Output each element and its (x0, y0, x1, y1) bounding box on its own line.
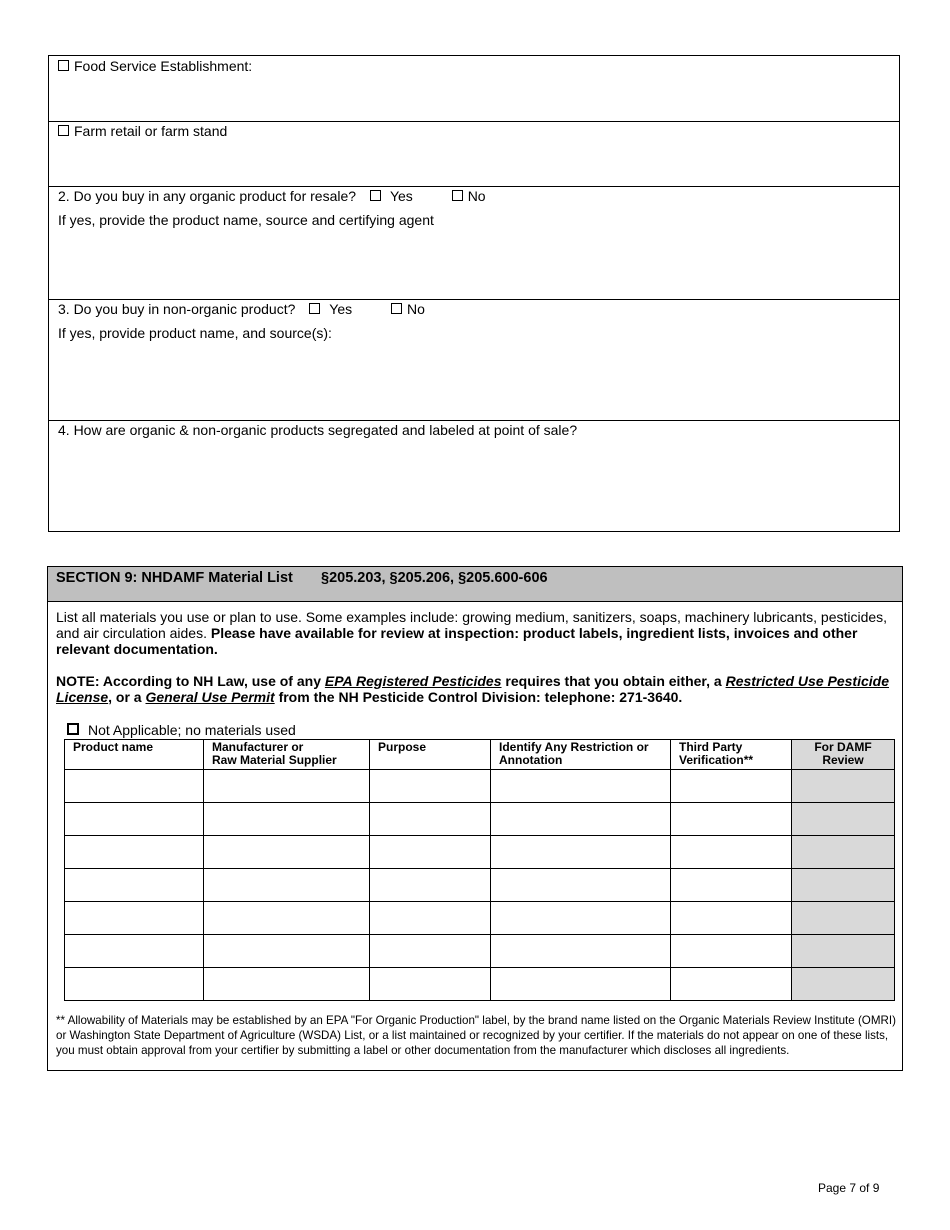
question-3-follow-up: If yes, provide product name, and source(s): (58, 325, 332, 341)
cell-restriction[interactable] (491, 902, 671, 935)
header-third-party: Third Party Verification** (671, 740, 792, 770)
section-9-title: SECTION 9: NHDAMF Material List (56, 570, 293, 586)
not-applicable-label: Not Applicable; no materials used (88, 722, 296, 738)
note-restricted-license: Restricted Use Pesticide License (56, 673, 889, 705)
cell-manufacturer[interactable] (204, 935, 370, 968)
question-2-no-label: No (467, 188, 486, 204)
section-9-material-list (47, 566, 903, 1071)
question-3-yes-label: Yes (329, 301, 353, 317)
table-row (65, 770, 895, 803)
note-text-1: NOTE: According to NH Law, use of any (56, 673, 321, 689)
question-4-label: 4. How are organic & non-organic products segregated and labeled at point of sale? (58, 422, 578, 438)
cell-product-name[interactable] (65, 935, 204, 968)
cell-restriction[interactable] (491, 968, 671, 1001)
cell-product-name[interactable] (65, 803, 204, 836)
question-2-yes-label: Yes (389, 188, 413, 204)
section-9-citations: §205.203, §205.206, §205.600-606 (321, 570, 548, 586)
question-3-label: 3. Do you buy in non-organic product? (58, 301, 296, 317)
cell-product-name[interactable] (65, 836, 204, 869)
cell-damf-review (792, 836, 895, 869)
note-text-2: requires that you obtain either, a (505, 673, 722, 689)
header-purpose: Purpose (370, 740, 491, 770)
table-row (65, 902, 895, 935)
page-number: Page 7 of 9 (818, 1181, 880, 1195)
cell-third-party[interactable] (671, 968, 792, 1001)
cell-manufacturer[interactable] (204, 770, 370, 803)
cell-third-party[interactable] (671, 770, 792, 803)
question-3-yes-checkbox[interactable] (309, 303, 320, 314)
cell-purpose[interactable] (370, 836, 491, 869)
farm-retail-row (49, 122, 899, 187)
note-text-4: from the NH Pesticide Control Division: telephone: 271-3640. (278, 689, 683, 705)
materials-table (64, 739, 895, 1001)
question-2-label: 2. Do you buy in any organic product for resale? (58, 188, 357, 204)
food-service-checkbox[interactable] (58, 60, 69, 71)
cell-purpose[interactable] (370, 869, 491, 902)
table-row (65, 869, 895, 902)
cell-purpose[interactable] (370, 968, 491, 1001)
cell-damf-review (792, 770, 895, 803)
header-manufacturer: Manufacturer or Raw Material Supplier (204, 740, 370, 770)
cell-third-party[interactable] (671, 836, 792, 869)
food-service-row (49, 56, 899, 122)
question-3-yes-option[interactable] (309, 301, 352, 317)
question-2-no-option[interactable] (452, 188, 486, 204)
intro-text: List all materials you use or plan to use. Some examples include: growing medium, sanitizers, soaps, machinery lubricants, pesticides, and air circulation aides. (56, 609, 888, 641)
question-3-no-option[interactable] (391, 301, 425, 317)
retail-questions-block (48, 55, 900, 532)
question-2-row (49, 187, 899, 300)
table-row (65, 836, 895, 869)
cell-manufacturer[interactable] (204, 803, 370, 836)
table-row (65, 935, 895, 968)
cell-third-party[interactable] (671, 935, 792, 968)
cell-manufacturer[interactable] (204, 836, 370, 869)
cell-product-name[interactable] (65, 902, 204, 935)
question-3-row (49, 300, 899, 421)
question-4-row (49, 421, 899, 533)
intro-bold-text: Please have available for review at inspection: product labels, ingredient lists, invoices and other relevant documentation. (56, 625, 858, 657)
table-row (65, 968, 895, 1001)
cell-damf-review (792, 803, 895, 836)
cell-manufacturer[interactable] (204, 968, 370, 1001)
farm-retail-label: Farm retail or farm stand (74, 123, 228, 139)
cell-purpose[interactable] (370, 770, 491, 803)
cell-product-name[interactable] (65, 869, 204, 902)
cell-third-party[interactable] (671, 902, 792, 935)
not-applicable-option[interactable] (67, 722, 296, 738)
cell-manufacturer[interactable] (204, 869, 370, 902)
question-3-no-label: No (407, 301, 425, 317)
cell-damf-review (792, 902, 895, 935)
section-9-intro (56, 609, 896, 657)
question-3-no-checkbox[interactable] (391, 303, 402, 314)
question-2-follow-up: If yes, provide the product name, source and certifying agent (58, 212, 434, 228)
question-2-no-checkbox[interactable] (452, 190, 463, 201)
cell-restriction[interactable] (491, 869, 671, 902)
farm-retail-checkbox[interactable] (58, 125, 69, 136)
cell-restriction[interactable] (491, 935, 671, 968)
question-2-yes-checkbox[interactable] (370, 190, 381, 201)
cell-third-party[interactable] (671, 803, 792, 836)
not-applicable-checkbox[interactable] (67, 723, 79, 735)
cell-restriction[interactable] (491, 770, 671, 803)
cell-product-name[interactable] (65, 968, 204, 1001)
note-epa-link-text: EPA Registered Pesticides (324, 673, 502, 689)
note-general-permit: General Use Permit (145, 689, 275, 705)
cell-purpose[interactable] (370, 803, 491, 836)
pesticide-note (56, 673, 896, 705)
cell-restriction[interactable] (491, 836, 671, 869)
cell-restriction[interactable] (491, 803, 671, 836)
header-restriction: Identify Any Restriction or Annotation (491, 740, 671, 770)
cell-damf-review (792, 869, 895, 902)
header-damf-review: For DAMF Review (792, 740, 895, 770)
cell-damf-review (792, 968, 895, 1001)
table-row (65, 803, 895, 836)
cell-damf-review (792, 935, 895, 968)
header-product-name: Product name (65, 740, 204, 770)
allowability-footnote: ** Allowability of Materials may be established by an EPA "For Organic Production" label, by the brand name listed on the Organic Materials Review Institute (OMRI) or Washington State Department of Agriculture (WSDA) List, or a list maintained or recognized by your certifier. If the materials do not appear on one of these lists, you must obtain approval from your certifier by submitting a label or other documentation from the manufacturer which discloses all ingredients. (56, 1014, 896, 1057)
cell-product-name[interactable] (65, 770, 204, 803)
cell-manufacturer[interactable] (204, 902, 370, 935)
cell-third-party[interactable] (671, 869, 792, 902)
materials-table-header (65, 740, 895, 770)
note-text-3: , or a (108, 689, 142, 705)
question-2-yes-option[interactable] (370, 188, 413, 204)
food-service-label: Food Service Establishment: (74, 58, 253, 74)
section-9-header (48, 567, 902, 602)
cell-purpose[interactable] (370, 902, 491, 935)
cell-purpose[interactable] (370, 935, 491, 968)
